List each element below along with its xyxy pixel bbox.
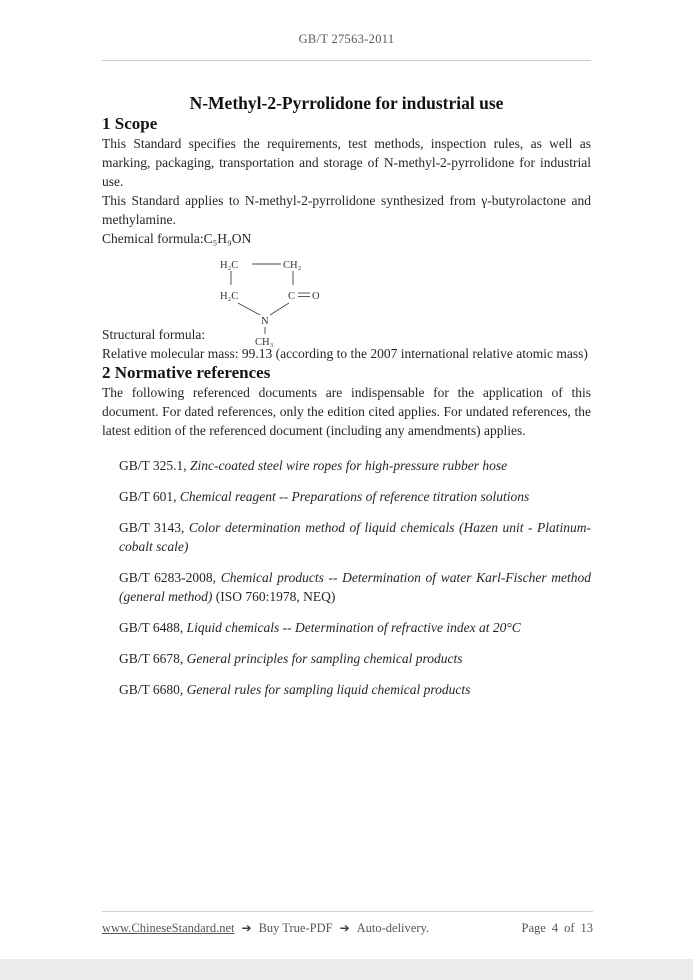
reference-item	[119, 618, 591, 637]
reference-code: GB/T 6488,	[119, 620, 184, 635]
chemical-formula-value: C₅H₉ON	[203, 231, 252, 246]
atom-nitrogen: N	[261, 316, 269, 327]
page-current: 4	[551, 921, 559, 935]
relative-molecular-mass: Relative molecular mass: 99.13 (according to the 2007 international relative atomic mass)	[102, 346, 588, 361]
arrow-icon: ➔	[241, 921, 252, 935]
reference-code: GB/T 3143,	[119, 520, 185, 535]
page-edge-band	[0, 959, 693, 980]
atom-mid-left: H₂C	[220, 291, 239, 302]
normative-intro: The following referenced documents are indispensable for the application of this document. For dated references, only the edition cited applies. For undated references, the latest edition of the referenced document (including any amendments) applies.	[102, 385, 591, 438]
scope-paragraph-1: This Standard specifies the requirements, test methods, inspection rules, as well as marking, packaging, transportation and storage of N-methyl-2-pyrrolidone for industrial use.	[102, 136, 591, 189]
atom-methyl: CH₃	[255, 337, 274, 348]
footer-delivery-text: Auto-delivery.	[356, 921, 430, 935]
reference-list	[102, 456, 591, 699]
chemical-formula-label: Chemical formula:	[102, 231, 204, 246]
reference-code: GB/T 6680,	[119, 682, 184, 697]
reference-item	[119, 649, 591, 668]
atom-carbonyl-c: C	[288, 291, 296, 302]
footer-buy-text: Buy True-PDF	[258, 921, 333, 935]
reference-title: General principles for sampling chemical products	[186, 651, 463, 666]
page-of-label: of	[564, 921, 575, 935]
reference-suffix: (ISO 760:1978, NEQ)	[215, 589, 336, 604]
structural-formula-diagram	[217, 254, 343, 348]
structural-formula-label: Structural formula:	[102, 327, 206, 342]
footer-left	[102, 921, 429, 936]
reference-code: GB/T 6678,	[119, 651, 184, 666]
reference-item	[119, 680, 591, 699]
reference-title: Chemical products -- Determination of water Karl-Fischer method (general method)	[119, 570, 591, 604]
header-rule	[102, 60, 591, 61]
page-label: Page	[521, 921, 546, 935]
atom-top-right: CH₂	[283, 260, 302, 271]
page-footer	[102, 911, 593, 936]
atom-top-left: H₂C	[220, 260, 239, 271]
page-indicator	[522, 921, 593, 936]
footer-site-link[interactable]: www.ChineseStandard.net	[102, 921, 235, 935]
reference-title: Color determination method of liquid chemicals (Hazen unit - Platinum-cobalt scale)	[119, 520, 591, 554]
reference-title: Liquid chemicals -- Determination of refractive index at 20°C	[186, 620, 521, 635]
bond-left-to-n	[238, 303, 260, 315]
reference-item	[119, 456, 591, 475]
reference-title: General rules for sampling liquid chemical products	[186, 682, 471, 697]
structural-formula-block	[102, 254, 591, 348]
reference-item	[119, 568, 591, 606]
bond-right-to-n	[270, 303, 289, 315]
section-heading-normative: 2 Normative references	[102, 363, 271, 382]
doc-number: GB/T 27563-2011	[298, 32, 395, 46]
reference-code: GB/T 601,	[119, 489, 177, 504]
reference-title: Zinc-coated steel wire ropes for high-pressure rubber hose	[190, 458, 508, 473]
arrow-icon: ➔	[339, 921, 350, 935]
page-total: 13	[580, 921, 593, 935]
reference-item	[119, 518, 591, 556]
reference-code: GB/T 325.1,	[119, 458, 187, 473]
scope-paragraph-2: This Standard applies to N-methyl-2-pyrrolidone synthesized from γ-butyrolactone and methylamine.	[102, 193, 591, 227]
chemical-formula-line	[102, 229, 591, 248]
atom-carbonyl-o: O	[312, 291, 320, 302]
reference-code: GB/T 6283-2008,	[119, 570, 217, 585]
page-title: N-Methyl-2-Pyrrolidone for industrial use	[189, 93, 504, 113]
reference-title: Chemical reagent -- Preparations of reference titration solutions	[179, 489, 530, 504]
section-heading-scope: 1 Scope	[102, 114, 158, 133]
reference-item	[119, 487, 591, 506]
